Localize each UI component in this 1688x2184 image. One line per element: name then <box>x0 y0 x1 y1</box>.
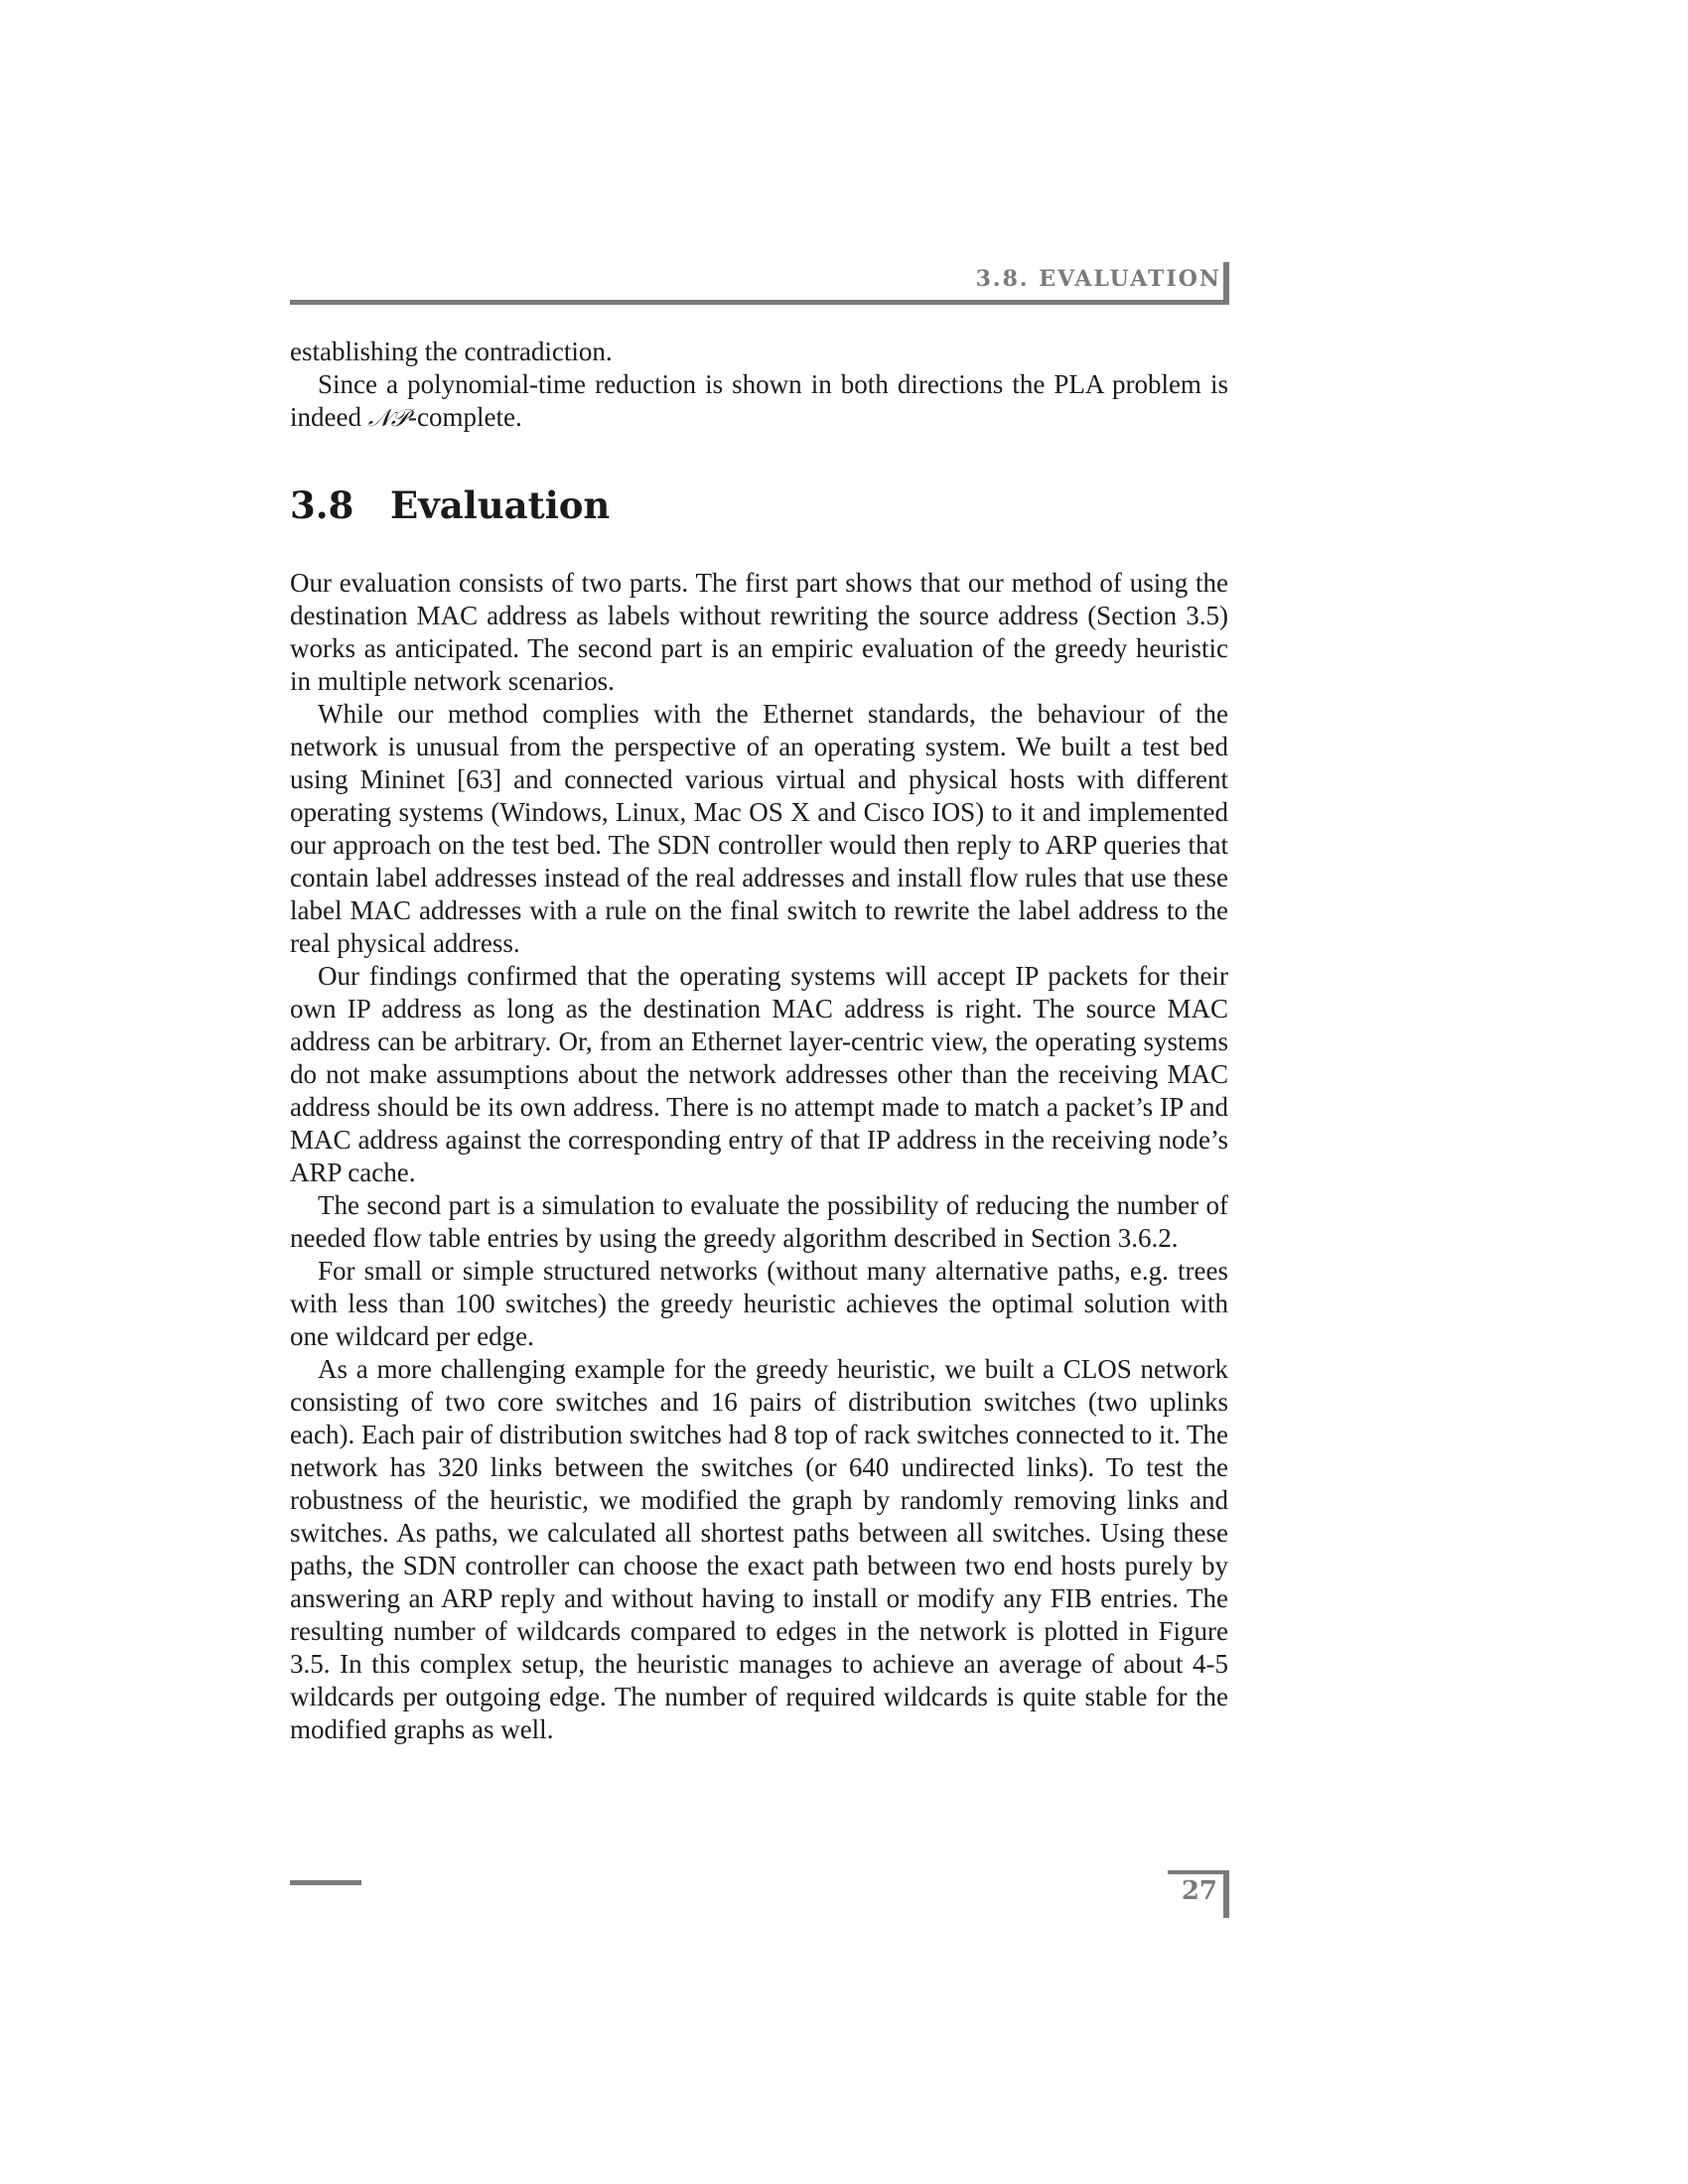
np-symbol: 𝒩𝒫 <box>367 404 409 432</box>
paragraph-clos-network: As a more challenging example for the greedy heuristic, we built a CLOS network consisting of two core switches and 16 pairs of distribution switches (two uplinks each). Each pair of distribution switches had 8 top of rack switches connected to it. The network has 320 links between the switches (or 640 undirected links). To test the robustness of the heuristic, we modified the graph by randomly removing links and switches. As paths, we calculated all shortest paths between all switches. Using these paths, the SDN controller can choose the exact path between two end hosts purely by answering an ARP reply and without having to install or modify any FIB entries. The resulting number of wildcards compared to edges in the network is plotted in Figure 3.5. In this complex setup, the heuristic manages to achieve an average of about 4-5 wildcards per outgoing edge. The number of required wildcards is quite stable for the modified graphs as well. <box>290 1354 1228 1744</box>
page-number: 27 <box>1181 1876 1217 1906</box>
paragraph-evaluation-intro: Our evaluation consists of two parts. The first part shows that our method of using the destination MAC address as labels without rewriting the source address (Section 3.5) works as anticipated. The second part is an empiric evaluation of the greedy heuristic in multiple network scenarios. <box>290 568 1228 696</box>
section-heading <box>290 483 1228 527</box>
paragraph-simulation: The second part is a simulation to evaluate the possibility of reducing the number of needed flow table entries by using the greedy algorithm described in Section 3.6.2. <box>290 1190 1228 1253</box>
paragraph-np-complete <box>290 368 1228 435</box>
paragraph-contradiction: establishing the contradiction. <box>290 337 613 366</box>
paragraph-small-networks: For small or simple structured networks (without many alternative paths, e.g. trees with less than 100 switches) the greedy heuristic achieves the optimal solution with one wildcard per edge. <box>290 1256 1228 1351</box>
paragraph-test-bed: While our method complies with the Ethernet standards, the behaviour of the network is unusual from the perspective of an operating system. We built a test bed using Mininet [63] and connected various virtual and physical hosts with different operating systems (Windows, Linux, Mac OS X and Cisco IOS) to it and implemented our approach on the test bed. The SDN controller would then reply to ARP queries that contain label addresses instead of the real addresses and install flow rules that use these label MAC addresses with a rule on the final switch to rewrite the label address to the real physical address. <box>290 699 1228 958</box>
running-header: 3.8. EVALUATION <box>975 266 1221 292</box>
section-title: Evaluation <box>390 483 611 527</box>
section-number: 3.8 <box>290 483 354 527</box>
footer-corner-top <box>1168 1870 1229 1874</box>
header-rule <box>290 300 1223 305</box>
footer-rule <box>290 1880 361 1885</box>
paragraph-findings: Our findings confirmed that the operating systems will accept IP packets for their own IP address as long as the destination MAC address is right. The source MAC address can be arbitrary. Or, from an Ethernet layer-centric view, the operating systems do not make assumptions about the network addresses other than the receiving MAC address should be its own address. There is no attempt made to match a packet’s IP and MAC address against the corresponding entry of that IP address in the receiving node’s ARP cache. <box>290 961 1228 1187</box>
footer-corner-bar <box>1223 1870 1229 1918</box>
complete-suffix: -complete. <box>408 402 522 432</box>
page-body <box>290 336 1228 1746</box>
header-corner-bar <box>1223 262 1229 305</box>
reduction-text: Since a polynomial-time reduction is shown in both directions the PLA problem is indeed <box>290 369 1228 432</box>
